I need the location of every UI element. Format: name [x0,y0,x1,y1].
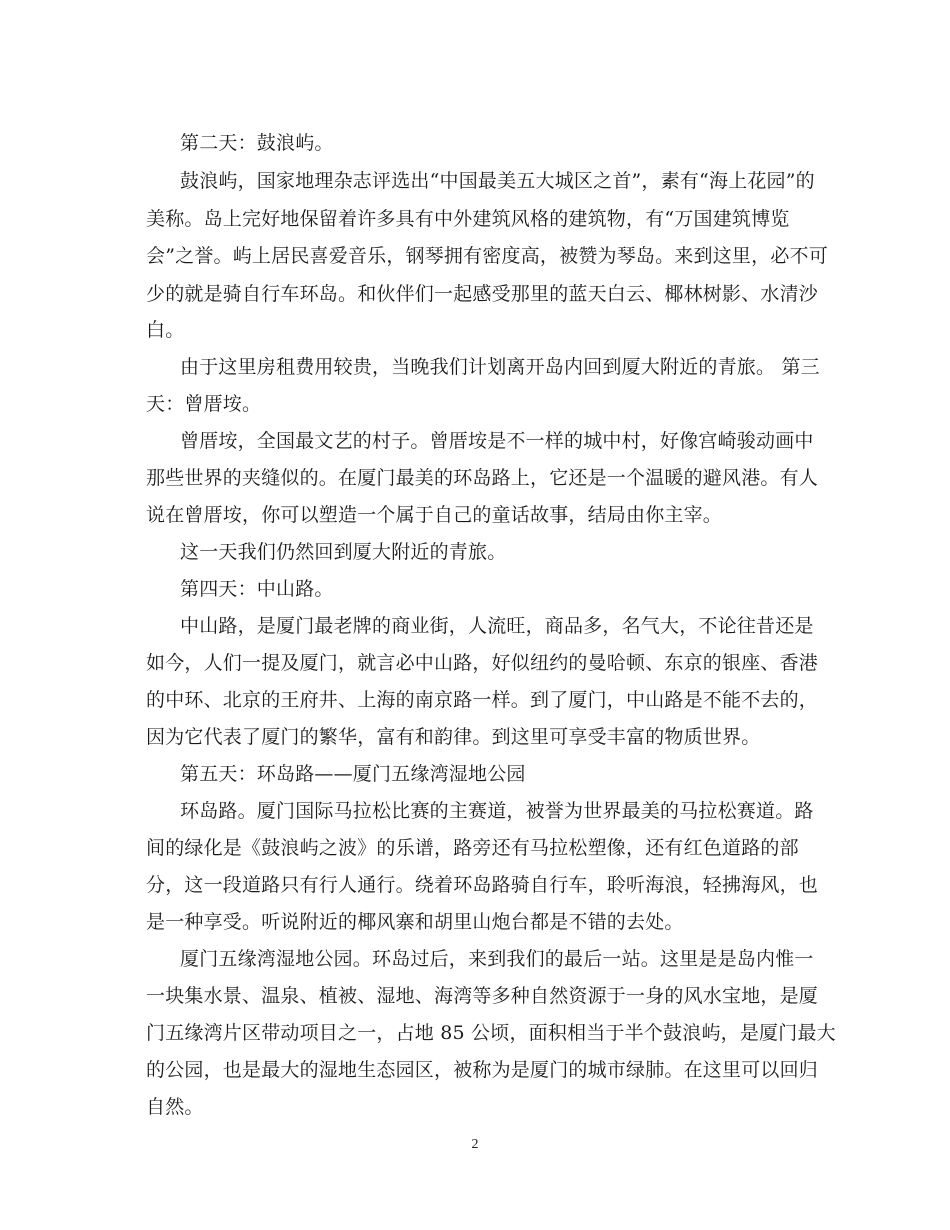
paragraph-line: 一块集水景、温泉、植被、湿地、海湾等多种自然资源于一身的风水宝地，是厦 [146,985,819,1007]
paragraph-line: 如今，人们一提及厦门，就言必中山路，好似纽约的曼哈顿、东京的银座、香港 [146,652,819,674]
paragraph-line: 是一种享受。听说附近的椰风寨和胡里山炮台都是不错的去处。 [146,911,684,933]
paragraph-line: 曾厝垵，全国最文艺的村子。曾厝垵是不一样的城中村，好像宫崎骏动画中 [180,430,814,452]
day-two-heading: 第二天：鼓浪屿。 [180,132,334,154]
paragraph-line: 鼓浪屿，国家地理杂志评选出“中国最美五大城区之首”，素有“海上花园”的 [180,170,815,192]
paragraph-line: 门五缘湾片区带动项目之一，占地 85 公顷，面积相当于半个鼓浪屿，是厦门最大 [146,1022,836,1044]
page-number: 2 [471,1137,479,1152]
paragraph-line: 的中环、北京的王府井、上海的南京路一样。到了厦门，中山路是不能不去的， [146,689,819,711]
paragraph-line: 分，这一段道路只有行人通行。绕着环岛路骑自行车，聆听海浪，轻拂海风，也 [146,874,819,896]
paragraph-line: 说在曾厝垵，你可以塑造一个属于自己的童话故事，结局由你主宰。 [146,504,723,526]
paragraph-line: 中山路，是厦门最老牌的商业街，人流旺，商品多，名气大，不论往昔还是 [180,615,814,637]
paragraph-line: 环岛路。厦门国际马拉松比赛的主赛道，被誉为世界最美的马拉松赛道。路 [180,800,814,822]
day-four-heading: 第四天：中山路。 [180,578,334,600]
paragraph-line: 少的就是骑自行车环岛。和伙伴们一起感受那里的蓝天白云、椰林树影、水清沙 [146,283,819,305]
paragraph-line: 厦门五缘湾湿地公园。环岛过后，来到我们的最后一站。这里是是岛内惟一 [180,948,814,970]
paragraph-line: 那些世界的夹缝似的。在厦门最美的环岛路上，它还是一个温暖的避风港。有人 [146,467,819,489]
paragraph-line: 会”之誉。屿上居民喜爱音乐，钢琴拥有密度高，被赞为琴岛。来到这里，必不可 [146,245,828,267]
paragraph-line: 白。 [146,319,185,341]
day-five-heading: 第五天：环岛路——厦门五缘湾湿地公园 [180,763,526,785]
paragraph-line: 因为它代表了厦门的繁华，富有和韵律。到这里可享受丰富的物质世界。 [146,726,761,748]
day-three-heading: 天：曾厝垵。 [146,393,262,415]
paragraph-line: 美称。岛上完好地保留着许多具有中外建筑风格的建筑物，有“万国建筑博览 [146,208,790,230]
paragraph-line: 的公园，也是最大的湿地生态园区，被称为是厦门的城市绿肺。在这里可以回归 [146,1059,819,1081]
paragraph-line: 这一天我们仍然回到厦大附近的青旅。 [180,541,507,563]
paragraph-line: 间的绿化是《鼓浪屿之波》的乐谱，路旁还有马拉松塑像，还有红色道路的部 [146,837,799,859]
paragraph-line: 自然。 [146,1096,204,1118]
paragraph-line: 由于这里房租费用较贵，当晚我们计划离开岛内回到厦大附近的青旅。 第三 [180,356,820,378]
